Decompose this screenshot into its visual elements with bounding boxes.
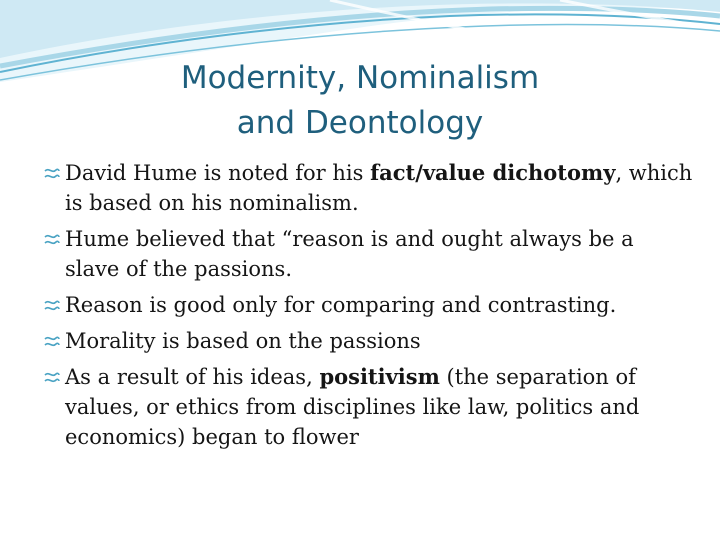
slide-title-line1: Modernity, Nominalism [180, 60, 540, 96]
bullet-item [44, 326, 694, 356]
wavy-bullet-icon [44, 167, 60, 181]
bullet-text: Reason is good only for comparing and contrasting. [65, 293, 617, 317]
wavy-bullet-icon [44, 335, 60, 349]
bullet-text: Hume believed that “reason is and ought always be a slave of the passions. [65, 227, 634, 281]
bullet-text: Morality is based on the passions [65, 329, 421, 353]
slide-title-line2: and Deontology [236, 105, 484, 141]
bullet-list [44, 158, 694, 458]
bullet-item [44, 362, 694, 452]
wavy-bullet-icon [44, 371, 60, 385]
wavy-bullet-icon [44, 233, 60, 247]
bullet-text-part: David Hume is noted for his [65, 161, 371, 185]
bullet-text-part: (the separation of values, or ethics from disciplines like law, politics and economics) began to flower [65, 365, 640, 449]
bullet-text-part: , which is based on his nominalism. [65, 161, 693, 215]
bullet-bold-term: positivism [319, 364, 440, 389]
slide-title [0, 56, 720, 146]
bullet-bold-term: fact/value dichotomy [370, 160, 616, 185]
bullet-text-part: As a result of his ideas, [65, 365, 320, 389]
wavy-bullet-icon [44, 299, 60, 313]
bullet-item [44, 224, 694, 284]
bullet-item [44, 290, 694, 320]
bullet-item [44, 158, 694, 218]
